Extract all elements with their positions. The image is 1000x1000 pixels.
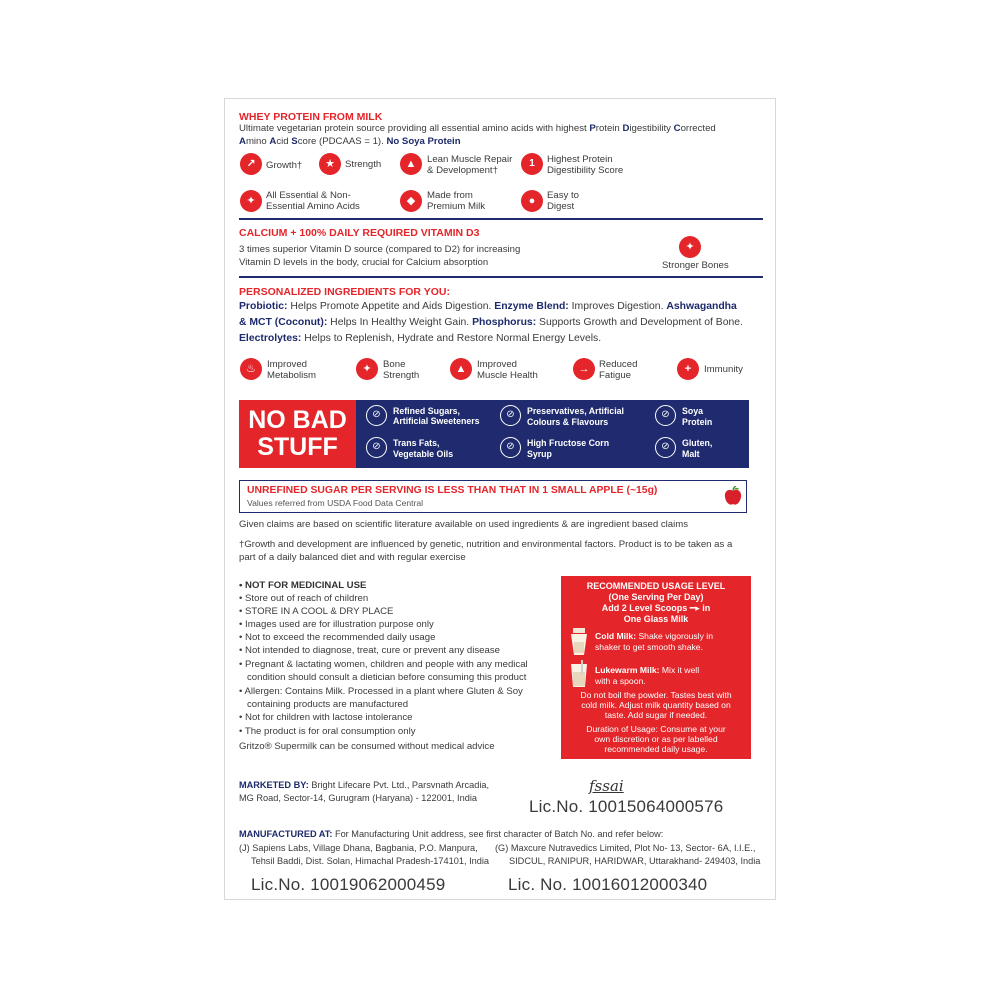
no-bad-stuff-title bbox=[239, 400, 356, 468]
unit-g-line-1: (G) Maxcure Nutravedics Limited, Plot No- 13, Sector- 6A, I.I.E., bbox=[495, 843, 756, 853]
no-preservatives-2: Colours & Flavours bbox=[527, 417, 609, 427]
metabolism-icon: ♨ bbox=[240, 358, 262, 380]
feature-amino-1: All Essential & Non- bbox=[266, 190, 351, 201]
warm-milk-2: with a spoon. bbox=[595, 676, 646, 686]
no-trans-fat-icon: ⊘ bbox=[366, 437, 387, 458]
feature-milk-1: Made from bbox=[427, 190, 473, 201]
no-preservatives-1: Preservatives, Artificial bbox=[527, 406, 624, 416]
divider-1 bbox=[239, 218, 763, 220]
milk-icon: ◆ bbox=[400, 190, 422, 212]
whey-desc-2: Amino Acid Score (PDCAAS = 1). No Soya Protein bbox=[239, 136, 461, 147]
manufactured-line: MANUFACTURED AT: For Manufacturing Unit address, see first character of Batch No. and refer below: bbox=[239, 829, 664, 839]
usage-duration-1: Duration of Usage: Consume at your bbox=[586, 724, 726, 734]
feature-strength: Strength bbox=[345, 159, 382, 170]
caution-item: • Not for children with lactose intolerance bbox=[239, 712, 413, 723]
personalized-heading: PERSONALIZED INGREDIENTS FOR YOU: bbox=[239, 286, 450, 298]
whey-heading: WHEY PROTEIN FROM MILK bbox=[239, 111, 383, 123]
whey-desc-1: Ultimate vegetarian protein source providing all essential amino acids with highest Protein Digestibility Corrected bbox=[239, 123, 716, 134]
feature-lean-muscle-2: & Development† bbox=[427, 165, 498, 176]
marketed-line-1: MARKETED BY: Bright Lifecare Pvt. Ltd., Parsvnath Arcadia, bbox=[239, 780, 490, 790]
fssai-license-unit-j: Lic.No. 10019062000459 bbox=[251, 875, 446, 894]
calcium-line-1: 3 times superior Vitamin D source (compared to D2) for increasing bbox=[239, 244, 521, 255]
feature-pdcaas-2: Digestibility Score bbox=[547, 165, 624, 176]
caution-item: • Pregnant & lactating women, children and people with any medical bbox=[239, 659, 528, 670]
usage-note-3: taste. Add sugar if needed. bbox=[604, 710, 708, 720]
no-hfcs-1: High Fructose Corn bbox=[527, 438, 610, 448]
caution-item: condition should consult a dietician before consuming this product bbox=[239, 672, 527, 683]
marketed-line-2: MG Road, Sector-14, Gurugram (Haryana) - 122001, India bbox=[239, 793, 477, 803]
feature-growth: Growth† bbox=[266, 160, 303, 171]
no-trans-fat-2: Vegetable Oils bbox=[393, 449, 454, 459]
no-bad-title-line1: NO BAD bbox=[248, 406, 347, 434]
no-bad-stuff-banner bbox=[239, 400, 749, 468]
bone-icon: ✦ bbox=[679, 236, 701, 258]
usage-title: RECOMMENDED USAGE LEVEL bbox=[586, 581, 726, 591]
feature-digest-1: Easy to bbox=[547, 190, 579, 201]
apple-icon bbox=[723, 486, 743, 507]
muscle-icon: ▲ bbox=[400, 153, 422, 175]
no-soya-icon: ⊘ bbox=[655, 405, 676, 426]
unit-g-line-2: SIDCUL, RANIPUR, HARIDWAR, Uttarakhand- 249403, India bbox=[509, 856, 761, 866]
caution-item: • Store out of reach of children bbox=[239, 593, 369, 604]
bone-strength-icon: ✦ bbox=[356, 358, 378, 380]
no-soya-text: No Soya Protein bbox=[386, 136, 461, 147]
benefit-fatigue-1: Reduced bbox=[599, 359, 638, 370]
benefit-muscle-2: Muscle Health bbox=[477, 370, 538, 381]
feature-pdcaas-1: Highest Protein bbox=[547, 154, 613, 165]
no-soya-2: Protein bbox=[682, 417, 713, 427]
growth-icon: ↗ bbox=[240, 153, 262, 175]
caution-item: • STORE IN A COOL & DRY PLACE bbox=[239, 606, 394, 617]
fssai-logo: fssai bbox=[589, 777, 624, 795]
no-trans-fat-1: Trans Fats, bbox=[393, 438, 440, 448]
digest-icon: ● bbox=[521, 190, 543, 212]
amino-acids-icon: ✦ bbox=[240, 190, 262, 212]
cold-milk-2: shaker to get smooth shake. bbox=[595, 642, 703, 652]
no-hfcs-icon: ⊘ bbox=[500, 437, 521, 458]
calcium-line-2: Vitamin D levels in the body, crucial for Calcium absorption bbox=[239, 257, 489, 268]
usage-glass: One Glass Milk bbox=[623, 614, 689, 624]
feature-milk-2: Premium Milk bbox=[427, 201, 486, 212]
benefit-metabolism-2: Metabolism bbox=[267, 370, 317, 381]
caution-item: Gritzo® Supermilk can be consumed without medical advice bbox=[239, 741, 495, 752]
claims-line-3: part of a daily balanced diet and with regular exercise bbox=[239, 552, 466, 563]
caution-item: • Images used are for illustration purpose only bbox=[239, 619, 434, 630]
label-panel bbox=[224, 98, 776, 900]
fssai-license-marketer: Lic.No. 10015064000576 bbox=[529, 797, 724, 816]
warm-milk-1: Lukewarm Milk: Mix it well bbox=[595, 665, 700, 675]
feature-lean-muscle-1: Lean Muscle Repair bbox=[427, 154, 513, 165]
cold-milk-1: Cold Milk: Shake vigorously in bbox=[595, 631, 713, 641]
caution-item: • NOT FOR MEDICINAL USE bbox=[239, 580, 367, 591]
benefit-fatigue-2: Fatigue bbox=[599, 370, 631, 381]
no-bad-title-line2: STUFF bbox=[257, 433, 338, 461]
divider-2 bbox=[239, 276, 763, 278]
benefit-bone-2: Strength bbox=[383, 370, 420, 381]
caution-item: containing products are manufactured bbox=[239, 699, 409, 710]
immunity-icon: + bbox=[677, 358, 699, 380]
pdcaas-icon: 1 bbox=[521, 153, 543, 175]
caution-item: • Not to exceed the recommended daily usage bbox=[239, 632, 436, 643]
no-sugar-icon: ⊘ bbox=[366, 405, 387, 426]
usage-box bbox=[561, 576, 751, 759]
no-soya-1: Soya bbox=[682, 406, 704, 416]
feature-digest-2: Digest bbox=[547, 201, 575, 212]
strength-icon: ★ bbox=[319, 153, 341, 175]
usage-note-1: Do not boil the powder. Tastes best with bbox=[580, 690, 732, 700]
no-sugar-2: Artificial Sweeteners bbox=[393, 416, 480, 426]
claims-line-1: Given claims are based on scientific literature available on used ingredients & are ingredient based claims bbox=[239, 519, 689, 530]
benefit-metabolism-1: Improved bbox=[267, 359, 307, 370]
unit-j-line-2: Tehsil Baddi, Dist. Solan, Himachal Pradesh-174101, India bbox=[251, 856, 489, 866]
usage-scoops: Add 2 Level Scoops ━▸ in bbox=[601, 603, 711, 613]
benefit-bone-1: Bone bbox=[383, 359, 406, 370]
no-bad-stuff-list bbox=[356, 400, 749, 468]
caution-item: • The product is for oral consumption only bbox=[239, 726, 416, 737]
usage-duration-3: recommended daily usage. bbox=[604, 744, 708, 754]
calcium-heading: CALCIUM + 100% DAILY REQUIRED VITAMIN D3 bbox=[239, 227, 480, 239]
glass-icon bbox=[569, 660, 589, 688]
scoop-icon: ━▸ bbox=[689, 603, 700, 613]
apple-source: Values referred from USDA Food Data Central bbox=[247, 498, 424, 508]
usage-duration-2: own discretion or as per labelled bbox=[594, 734, 718, 744]
usage-subtitle: (One Serving Per Day) bbox=[608, 592, 704, 602]
shaker-icon bbox=[569, 628, 589, 656]
caution-item: • Allergen: Contains Milk. Processed in a plant where Gluten & Soy bbox=[239, 686, 523, 697]
fssai-license-unit-g: Lic. No. 10016012000340 bbox=[508, 875, 708, 894]
no-hfcs-2: Syrup bbox=[527, 449, 552, 459]
usage-note-2: cold milk. Adjust milk quantity based on bbox=[581, 700, 731, 710]
stronger-bones-label: Stronger Bones bbox=[662, 260, 729, 271]
unit-j-line-1: (J) Sapiens Labs, Village Dhana, Bagbania, P.O. Manpura, bbox=[239, 843, 478, 853]
fatigue-icon: → bbox=[573, 358, 595, 380]
personalized-paragraph: Probiotic: Helps Promote Appetite and Aids Digestion. Enzyme Blend: Improves Digestion. Ashwagandha & MCT (Coconut): Helps In Healthy Weight Gain. Phosphorus: Supports Growth and Development of Bone. Electrolytes: Helps to Replenish, Hydrate and Restore Normal Energy Levels. bbox=[239, 301, 743, 344]
no-preservatives-icon: ⊘ bbox=[500, 405, 521, 426]
apple-callout bbox=[239, 480, 747, 513]
no-gluten-2: Malt bbox=[682, 449, 700, 459]
caution-item: • Not intended to diagnose, treat, cure or prevent any disease bbox=[239, 645, 500, 656]
benefit-immunity: Immunity bbox=[704, 364, 743, 375]
apple-headline: UNREFINED SUGAR PER SERVING IS LESS THAN THAT IN 1 SMALL APPLE (~15g) bbox=[247, 485, 658, 496]
claims-line-2: †Growth and development are influenced by genetic, nutrition and environmental factors. Product is to be taken as a bbox=[239, 539, 733, 550]
no-sugar-1: Refined Sugars, bbox=[393, 406, 460, 416]
muscle-health-icon: ▲ bbox=[450, 358, 472, 380]
no-gluten-1: Gluten, bbox=[682, 438, 713, 448]
feature-amino-2: Essential Amino Acids bbox=[266, 201, 360, 212]
no-gluten-icon: ⊘ bbox=[655, 437, 676, 458]
benefit-muscle-1: Improved bbox=[477, 359, 517, 370]
